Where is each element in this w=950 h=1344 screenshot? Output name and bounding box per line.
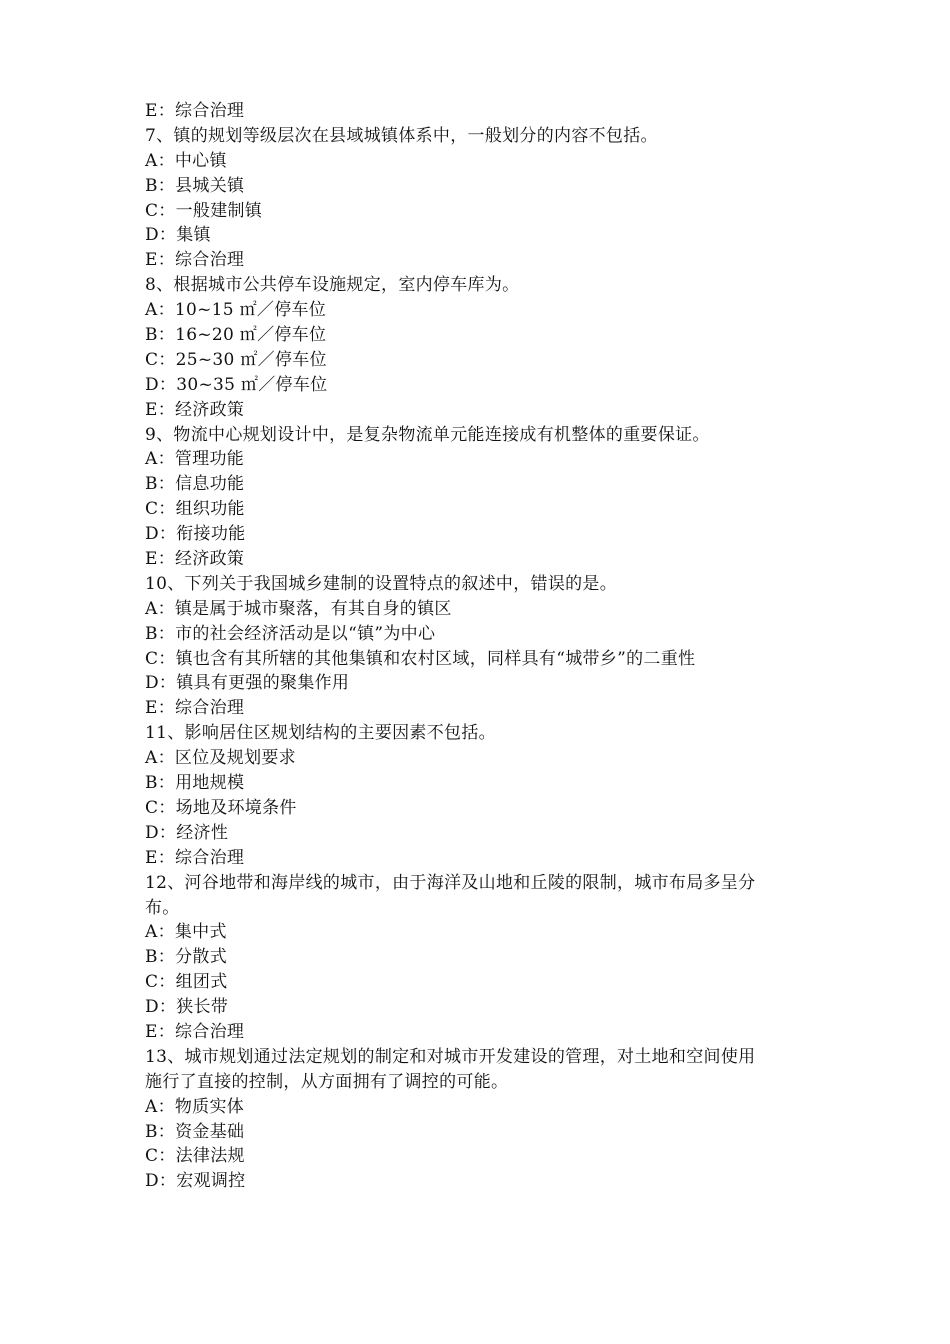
option-line: D：宏观调控 [145,1171,246,1192]
option-line: E：经济政策 [145,399,245,420]
option-line: E：经济政策 [145,549,245,570]
option-line: A：中心镇 [145,150,227,171]
document-page [145,99,815,1194]
question-line: 布。 [145,897,180,918]
option-line: C：法律法规 [145,1146,245,1167]
option-line: D：镇具有更强的聚集作用 [145,673,350,694]
question-line: 10、下列关于我国城乡建制的设置特点的叙述中，错误的是。 [145,573,618,594]
option-line: B：信息功能 [145,474,245,495]
option-line: D：衔接功能 [145,524,246,545]
option-line: A：区位及规划要求 [145,748,296,769]
question-line: 11、影响居住区规划结构的主要因素不包括。 [145,723,496,744]
option-line: B：用地规模 [145,773,245,794]
option-line: A：集中式 [145,922,227,943]
option-line: C：组织功能 [145,499,245,520]
option-line: E：综合治理 [145,101,245,121]
option-line: A：管理功能 [145,449,245,470]
option-line: C：一般建制镇 [145,200,263,221]
question-line: 9、物流中心规划设计中，是复杂物流单元能连接成有机整体的重要保证。 [145,424,710,445]
option-line: E：综合治理 [145,1021,245,1042]
option-line: D：集镇 [145,225,211,246]
question-line: 7、镇的规划等级层次在县域城镇体系中，一般划分的内容不包括。 [145,125,658,146]
question-line: 8、根据城市公共停车设施规定，室内停车库为。 [145,275,520,296]
question-line: 13、城市规划通过法定规划的制定和对城市开发建设的管理，对土地和空间使用 [145,1046,756,1067]
option-line: C：组团式 [145,972,228,993]
question-line: 施行了直接的控制，从方面拥有了调控的可能。 [145,1071,509,1092]
option-line: A：10~15 ㎡／停车位 [145,300,327,321]
option-line: E：综合治理 [145,847,245,868]
option-line: B：市的社会经济活动是以“镇”为中心 [145,623,436,644]
option-line: C：镇也含有其所辖的其他集镇和农村区域，同样具有“城带乡”的二重性 [145,648,696,669]
option-line: A：物质实体 [145,1096,245,1117]
option-line: C：25~30 ㎡／停车位 [145,349,327,370]
option-line: B：县城关镇 [145,175,245,196]
option-line: D：经济性 [145,822,229,843]
option-line: D：狭长带 [145,997,229,1018]
option-line: C：场地及环境条件 [145,797,297,818]
option-line: A：镇是属于城市聚落，有其自身的镇区 [145,598,452,619]
option-line: B：资金基础 [145,1121,245,1142]
option-line: B：分散式 [145,947,227,968]
option-line: E：综合治理 [145,250,245,271]
option-line: B：16~20 ㎡／停车位 [145,325,327,346]
option-line: E：综合治理 [145,698,245,719]
option-line: D：30~35 ㎡／停车位 [145,374,328,395]
question-line: 12、河谷地带和海岸线的城市，由于海洋及山地和丘陵的限制，城市布局多呈分 [145,872,756,893]
